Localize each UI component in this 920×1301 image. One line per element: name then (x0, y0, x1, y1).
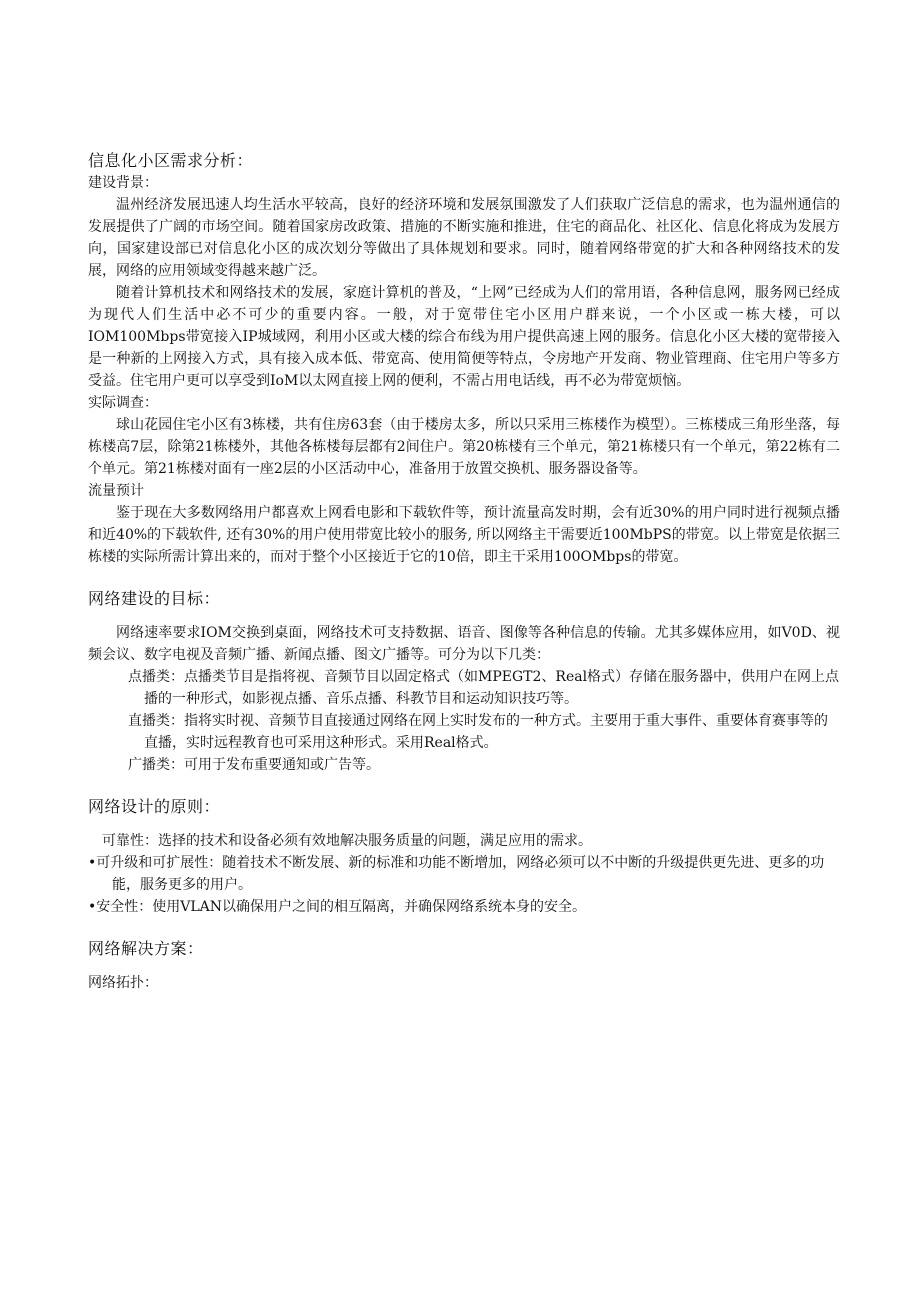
spacer (88, 960, 840, 972)
paragraph-traffic: 鉴于现在大多数网络用户都喜欢上网看电影和下载软件等，预计流量高发时期，会有近30%的用户同时进行视频点播和近40%的下载软件, 还有30%的用户使用带宽比较小的服务, 所以网络主干需要近100MbPS的带宽。以上带宽是依据三栋楼的实际所需计算出来的，而对于整个小区接近于它的10倍，即主干采用100OMbps的带宽。 (88, 505, 840, 565)
spacer (88, 918, 840, 938)
document-page (88, 150, 840, 994)
section-title-requirements: 信息化小区需求分析： (88, 151, 254, 170)
list-item-security: •安全性：使用VLAN以确保用户之间的相互隔离，并确保网络系统本身的安全。 (88, 899, 587, 915)
list-item-scalability: •可升级和可扩展性：随着技术不断发展、新的标准和功能不断增加，网络必须可以不中断的升级提供更先进、更多的功能，服务更多的用户。 (88, 855, 825, 893)
list-item-live: 直播类：指将实时视、音频节目直接通过网络在网上实时发布的一种方式。主要用于重大事件、重要体育赛事等的直播，实时远程教育也可采用这种形式。采用Real格式。 (128, 713, 828, 751)
section-title-solution: 网络解决方案： (88, 939, 204, 958)
spacer (88, 568, 840, 588)
spacer (88, 610, 840, 622)
section-title-principles: 网络设计的原则： (88, 797, 221, 816)
section-title-goals: 网络建设的目标： (88, 589, 221, 608)
subheading-topology: 网络拓扑： (88, 975, 158, 991)
list-item-vod: 点播类：点播类节目是指将视、音频节目以固定格式（如MPEGT2、Real格式）存储在服务器中，供用户在网上点播的一种形式，如影视点播、音乐点播、科教节目和运动知识技巧等。 (128, 669, 840, 707)
spacer (88, 818, 840, 830)
paragraph-goals: 网络速率要求IOM交换到桌面，网络技术可支持数据、语音、图像等各种信息的传输。尤其多媒体应用，如V0D、视频会议、数字电视及音频广播、新闻点播、图文广播等。可分为以下几类： (88, 625, 840, 663)
list-item-reliability: 可靠性：选择的技术和设备必须有效地解决服务质量的问题，满足应用的需求。 (102, 833, 592, 849)
paragraph-survey: 球山花园住宅小区有3栋楼，共有住房63套（由于楼房太多，所以只采用三栋楼作为模型）。三栋楼成三角形坐落，每栋楼高7层，除第21栋楼外，其他各栋楼每层都有2间住户。第20栋楼有三个单元，第21栋楼只有一个单元，第22栋有二个单元。第21栋楼对面有一座2层的小区活动中心，准备用于放置交换机、服务器设备等。 (88, 417, 840, 477)
paragraph-background-2: 随着计算机技术和网络技术的发展，家庭计算机的普及，“上网”已经成为人们的常用语，各种信息网，服务网已经成为现代人们生活中必不可少的重要内容。一般，对于宽带住宅小区用户群来说，一个小区或一栋大楼，可以IOM100Mbps带宽接入IP城域网，利用小区或大楼的综合布线为用户提供高速上网的服务。信息化小区大楼的宽带接入是一种新的上网接入方式，具有接入成本低、带宽高、使用简便等特点，令房地产开发商、物业管理商、住宅用户等多方受益。住宅用户更可以享受到IoM以太网直接上网的便利，不需占用电话线，再不必为带宽烦恼。 (88, 285, 840, 389)
subheading-background: 建设背景： (88, 175, 158, 191)
paragraph-background-1: 温州经济发展迅速人均生活水平较高，良好的经济环境和发展氛围激发了人们获取广泛信息的需求，也为温州通信的发展提供了广阔的市场空间。随着国家房改政策、措施的不断实施和推进，住宅的商品化、社区化、信息化将成为发展方向，国家建设部已对信息化小区的成次划分等做出了具体规划和要求。同时，随着网络带宽的扩大和各种网络技术的发展，网络的应用领域变得越来越广泛。 (88, 197, 840, 279)
subheading-traffic: 流量预计 (88, 483, 144, 499)
subheading-survey: 实际调查： (88, 395, 158, 411)
list-item-broadcast: 广播类：可用于发布重要通知或广告等。 (128, 757, 380, 773)
spacer (88, 776, 840, 796)
